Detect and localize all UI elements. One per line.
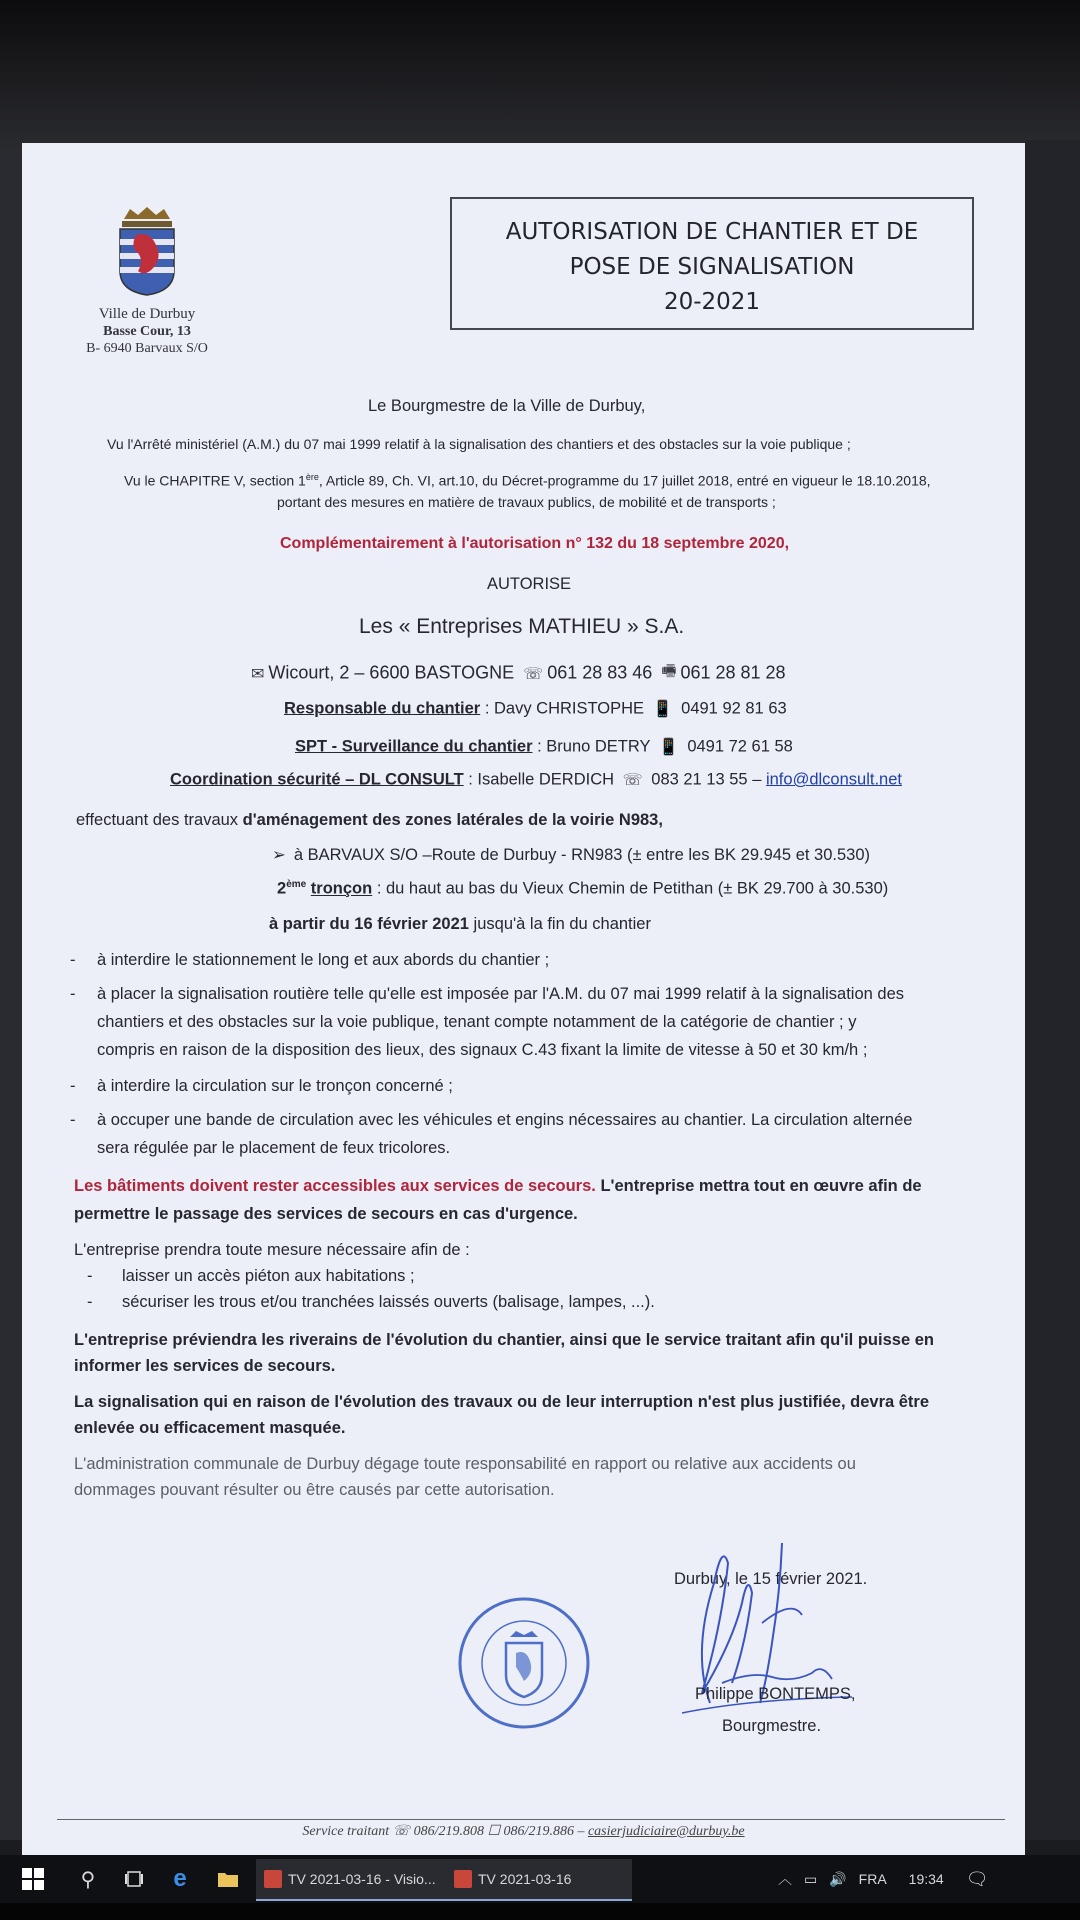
bullet-4-line-1: à occuper une bande de circulation avec les véhicules et engins nécessaires au chantier. La circulation alternée bbox=[97, 1111, 913, 1129]
bullet-dash: - bbox=[70, 1077, 76, 1095]
mesure-item-1: laisser un accès piéton aux habitations ; bbox=[122, 1267, 415, 1285]
pdf-icon bbox=[454, 1870, 472, 1888]
company-contact-line bbox=[247, 660, 786, 687]
company-phone: 061 28 83 46 bbox=[547, 662, 653, 683]
troncon-line bbox=[277, 879, 888, 899]
bullet-2-line-1: à placer la signalisation routière telle qu'elle est imposée par l'A.M. du 07 mai 1999 relatif à la signalisation des bbox=[97, 985, 905, 1003]
works-line-1-b: d'aménagement des zones latérales de la voirie N983, bbox=[242, 811, 663, 829]
works-line-1 bbox=[76, 811, 663, 830]
preavis-line-1: L'entreprise préviendra les riverains de l'évolution du chantier, ainsi que le service traitant afin qu'il puisse en bbox=[74, 1331, 934, 1349]
monitor-bezel-top bbox=[0, 0, 1080, 150]
date-range-line bbox=[269, 915, 651, 934]
mesure-item-2: sécuriser les trous et/ou tranchées laissés ouverts (balisage, lampes, ...). bbox=[122, 1293, 655, 1311]
coordination-email-link[interactable]: info@dlconsult.net bbox=[765, 770, 902, 789]
bullet-1: à interdire le stationnement le long et aux abords du chantier ; bbox=[97, 951, 550, 969]
bullet-dash: - bbox=[70, 951, 76, 969]
responsable-label: Responsable du chantier bbox=[284, 699, 481, 718]
taskbar-item-doc-label: TV 2021-03-16 bbox=[478, 1871, 572, 1887]
document-title-box bbox=[450, 197, 974, 330]
monitor-bezel-right bbox=[1025, 140, 1080, 1840]
signatory-role: Bourgmestre. bbox=[722, 1717, 822, 1735]
edge-browser-button[interactable] bbox=[162, 1855, 198, 1903]
bourgmestre-line: Le Bourgmestre de la Ville de Durbuy, bbox=[368, 397, 646, 415]
windows-logo-icon bbox=[22, 1868, 44, 1890]
taskbar-item-visio[interactable] bbox=[256, 1859, 452, 1901]
title-line-2: POSE DE SIGNALISATION bbox=[569, 254, 855, 280]
fax-icon: 🖷 bbox=[661, 663, 677, 680]
coordination-line bbox=[170, 770, 902, 790]
task-view-icon bbox=[124, 1869, 144, 1889]
troncon-sup: ème bbox=[286, 879, 307, 890]
bullet-dash: - bbox=[70, 985, 76, 1003]
admin-line-2: dommages pouvant résulter ou être causés par cette autorisation. bbox=[74, 1481, 555, 1499]
secours-line-2: permettre le passage des services de secours en cas d'urgence. bbox=[74, 1205, 578, 1223]
secours-rest: L'entreprise mettra tout en œuvre afin de bbox=[600, 1177, 922, 1195]
system-tray bbox=[778, 1855, 989, 1903]
responsable-phone: 0491 92 81 63 bbox=[681, 699, 787, 718]
title-line-3: 20-2021 bbox=[663, 289, 761, 315]
notifications-icon[interactable]: 🗨 bbox=[965, 1868, 989, 1889]
bullet-dash: - bbox=[87, 1293, 93, 1311]
title-line-1: AUTORISATION DE CHANTIER ET DE bbox=[505, 219, 919, 245]
responsable-name: : Davy CHRISTOPHE bbox=[484, 699, 645, 718]
clock[interactable]: 19:34 bbox=[908, 1871, 944, 1887]
spt-label: SPT - Surveillance du chantier bbox=[295, 737, 533, 756]
durbuy-crest-icon bbox=[116, 205, 178, 297]
bullet-3: à interdire la circulation sur le tronçon concerné ; bbox=[97, 1077, 453, 1095]
footer bbox=[22, 1823, 1025, 1840]
taskbar-item-visio-label: TV 2021-03-16 - Visio... bbox=[288, 1871, 436, 1887]
works-location-text: à BARVAUX S/O –Route de Durbuy - RN983 (± entre les BK 29.945 et 30.530) bbox=[293, 846, 870, 864]
spt-name: : Bruno DETRY bbox=[537, 737, 651, 756]
company-name: Les « Entreprises MATHIEU » S.A. bbox=[359, 615, 685, 638]
legal-basis-1: Vu l'Arrêté ministériel (A.M.) du 07 mai 1999 relatif à la signalisation des chantiers et des obstacles sur la voie publique ; bbox=[107, 436, 851, 452]
mobile-phone-icon: 📱 bbox=[658, 739, 679, 756]
town-street: Basse Cour, 13 bbox=[103, 324, 191, 339]
troncon-text: : du haut au bas du Vieux Chemin de Petithan (± BK 29.700 à 30.530) bbox=[376, 879, 889, 898]
autorise-heading: AUTORISE bbox=[487, 575, 572, 593]
network-icon[interactable]: ▭ bbox=[804, 1870, 818, 1887]
company-address: Wicourt, 2 – 6600 BASTOGNE bbox=[268, 662, 515, 683]
phone-icon: ☏ bbox=[622, 772, 643, 789]
task-view-button[interactable] bbox=[116, 1855, 152, 1903]
volume-icon[interactable]: 🔊 bbox=[829, 1870, 847, 1887]
spt-phone: 0491 72 61 58 bbox=[687, 737, 793, 756]
pdf-icon bbox=[264, 1870, 282, 1888]
date-start: à partir du 16 février 2021 bbox=[269, 915, 469, 933]
footer-divider bbox=[57, 1819, 1005, 1820]
legal-basis-2-sup: ère bbox=[305, 472, 319, 482]
search-button[interactable] bbox=[70, 1855, 106, 1903]
date-end: jusqu'à la fin du chantier bbox=[473, 915, 651, 933]
commune-stamp bbox=[454, 1593, 594, 1733]
language-indicator[interactable]: FRA bbox=[858, 1871, 887, 1887]
legal-basis-2-a: Vu le CHAPITRE V, section 1 bbox=[124, 472, 306, 489]
preavis-line-2: informer les services de secours. bbox=[74, 1357, 336, 1375]
place-date: Durbuy, le 15 février 2021. bbox=[674, 1570, 868, 1588]
secours-warning: Les bâtiments doivent rester accessibles aux services de secours. bbox=[74, 1177, 596, 1195]
legal-basis-2-b: , Article 89, Ch. VI, art.10, du Décret-programme du 17 juillet 2018, entré en vigueur le 18.10.2018, bbox=[318, 472, 931, 489]
bullet-dash: - bbox=[70, 1111, 76, 1129]
start-button[interactable] bbox=[14, 1855, 52, 1903]
mesure-line: L'entreprise prendra toute mesure nécessaire afin de : bbox=[74, 1241, 470, 1259]
taskbar-item-doc[interactable] bbox=[446, 1859, 632, 1901]
bullet-4-line-2: sera régulée par le placement de feux tricolores. bbox=[97, 1139, 451, 1157]
footer-email-link[interactable]: casierjudiciaire@durbuy.be bbox=[587, 1824, 745, 1839]
company-fax: 061 28 81 28 bbox=[680, 662, 786, 683]
coordination-phone: 083 21 13 55 – bbox=[651, 770, 762, 789]
windows-taskbar bbox=[0, 1855, 1080, 1903]
chevron-up-icon[interactable]: ︿ bbox=[778, 1871, 792, 1887]
legal-basis-3: portant des mesures en matière de travaux publics, de mobilité et de transports ; bbox=[277, 494, 776, 510]
bullet-dash: - bbox=[87, 1267, 93, 1285]
town-name: Ville de Durbuy bbox=[98, 306, 196, 322]
works-location bbox=[272, 845, 870, 865]
secours-line-1 bbox=[74, 1177, 922, 1196]
folder-icon bbox=[217, 1870, 239, 1888]
search-icon: ⚲ bbox=[80, 1868, 96, 1891]
signatory-name: Philippe BONTEMPS, bbox=[695, 1685, 856, 1703]
bullet-2-line-2: chantiers et des obstacles sur la voie publique, tenant compte notamment de la catégorie de chantier ; y bbox=[97, 1013, 857, 1031]
file-explorer-button[interactable] bbox=[210, 1855, 246, 1903]
works-line-1-a: effectuant des travaux bbox=[76, 811, 239, 829]
bullet-2-line-3: compris en raison de la disposition des lieux, des signaux C.43 fixant la limite de vitesse à 50 et 30 km/h ; bbox=[97, 1041, 868, 1059]
mobile-phone-icon: 📱 bbox=[652, 701, 673, 718]
arrow-bullet-icon: ➢ bbox=[272, 846, 286, 864]
document-page bbox=[22, 143, 1025, 1855]
responsable-line bbox=[284, 699, 787, 719]
admin-line-1: L'administration communale de Durbuy dégage toute responsabilité en rapport ou relative aux accidents ou bbox=[74, 1455, 856, 1473]
troncon-number: 2 bbox=[277, 879, 287, 898]
complement-line: Complémentairement à l'autorisation n° 132 du 18 septembre 2020, bbox=[280, 535, 790, 552]
signalisation-line-2: enlevée ou efficacement masquée. bbox=[74, 1419, 346, 1437]
monitor-bezel-left bbox=[0, 150, 22, 1840]
phone-icon: ☏ bbox=[523, 665, 544, 683]
coordination-name: : Isabelle DERDICH bbox=[468, 770, 615, 789]
envelope-icon: ✉ bbox=[251, 665, 265, 683]
signalisation-line-1: La signalisation qui en raison de l'évolution des travaux ou de leur interruption n'est plus justifiée, devra être bbox=[74, 1393, 930, 1411]
footer-text: Service traitant ☏ 086/219.808 ☐ 086/219.886 – bbox=[302, 1824, 585, 1839]
edge-icon: e bbox=[173, 1865, 187, 1892]
monitor-bezel-bottom bbox=[0, 1903, 1080, 1920]
letterhead bbox=[82, 205, 212, 357]
spt-line bbox=[295, 737, 793, 757]
coordination-label: Coordination sécurité – DL CONSULT bbox=[170, 770, 464, 789]
town-postcode: B- 6940 Barvaux S/O bbox=[86, 341, 208, 356]
legal-basis-2 bbox=[124, 472, 931, 489]
troncon-word: tronçon bbox=[310, 879, 373, 898]
